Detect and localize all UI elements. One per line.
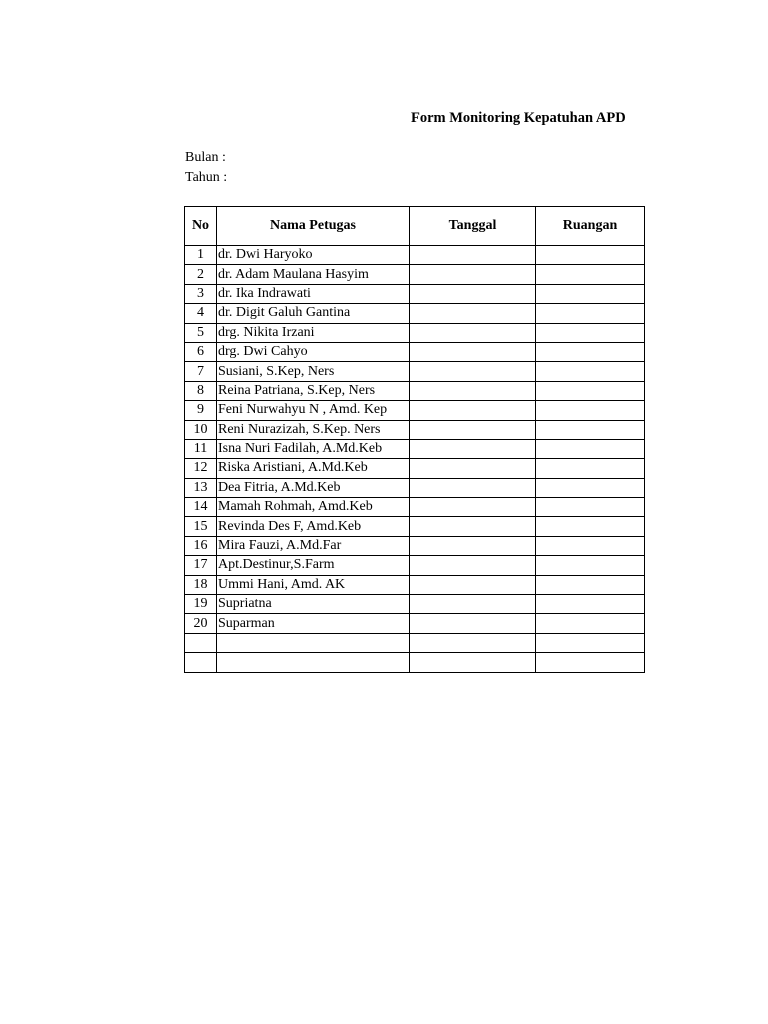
table-row: [185, 653, 645, 672]
cell-ruangan[interactable]: [536, 304, 645, 323]
table-row: [185, 401, 645, 420]
form-title: Form Monitoring Kepatuhan APD: [411, 110, 626, 126]
cell-no: [185, 633, 217, 652]
table-row: [185, 459, 645, 478]
cell-tanggal[interactable]: [410, 478, 536, 497]
table-body: [185, 246, 645, 673]
cell-no: 11: [185, 439, 217, 458]
cell-nama-petugas: Susiani, S.Kep, Ners: [217, 362, 410, 381]
cell-tanggal[interactable]: [410, 536, 536, 555]
header-no: No: [185, 207, 217, 246]
cell-ruangan[interactable]: [536, 498, 645, 517]
header-nama-petugas: Nama Petugas: [217, 207, 410, 246]
cell-tanggal[interactable]: [410, 420, 536, 439]
cell-ruangan[interactable]: [536, 439, 645, 458]
cell-no: 12: [185, 459, 217, 478]
cell-nama-petugas: dr. Dwi Haryoko: [217, 246, 410, 265]
table-row: [185, 595, 645, 614]
cell-no: [185, 653, 217, 672]
cell-tanggal[interactable]: [410, 265, 536, 284]
cell-tanggal[interactable]: [410, 517, 536, 536]
cell-tanggal[interactable]: [410, 556, 536, 575]
cell-no: 9: [185, 401, 217, 420]
cell-nama-petugas: dr. Adam Maulana Hasyim: [217, 265, 410, 284]
cell-tanggal[interactable]: [410, 575, 536, 594]
cell-no: 16: [185, 536, 217, 555]
table-row: [185, 498, 645, 517]
table-row: [185, 556, 645, 575]
cell-ruangan[interactable]: [536, 459, 645, 478]
table-row: [185, 633, 645, 652]
table-row: [185, 323, 645, 342]
cell-no: 1: [185, 246, 217, 265]
cell-nama-petugas: Feni Nurwahyu N , Amd. Kep: [217, 401, 410, 420]
cell-ruangan[interactable]: [536, 420, 645, 439]
cell-tanggal[interactable]: [410, 246, 536, 265]
cell-ruangan[interactable]: [536, 575, 645, 594]
table-header-row: [185, 207, 645, 246]
table-row: [185, 342, 645, 361]
cell-ruangan[interactable]: [536, 265, 645, 284]
cell-tanggal[interactable]: [410, 342, 536, 361]
cell-tanggal[interactable]: [410, 633, 536, 652]
table-row: [185, 517, 645, 536]
cell-nama-petugas: Suparman: [217, 614, 410, 633]
cell-nama-petugas: Reina Patriana, S.Kep, Ners: [217, 381, 410, 400]
cell-nama-petugas: Dea Fitria, A.Md.Keb: [217, 478, 410, 497]
cell-tanggal[interactable]: [410, 304, 536, 323]
cell-nama-petugas: Revinda Des F, Amd.Keb: [217, 517, 410, 536]
cell-ruangan[interactable]: [536, 246, 645, 265]
tahun-label: Tahun :: [185, 170, 228, 185]
cell-no: 4: [185, 304, 217, 323]
cell-ruangan[interactable]: [536, 536, 645, 555]
cell-tanggal[interactable]: [410, 439, 536, 458]
cell-ruangan[interactable]: [536, 342, 645, 361]
cell-nama-petugas: Mamah Rohmah, Amd.Keb: [217, 498, 410, 517]
cell-no: 20: [185, 614, 217, 633]
cell-nama-petugas: dr. Ika Indrawati: [217, 284, 410, 303]
table-row: [185, 381, 645, 400]
cell-no: 17: [185, 556, 217, 575]
cell-tanggal[interactable]: [410, 401, 536, 420]
cell-no: 10: [185, 420, 217, 439]
cell-no: 14: [185, 498, 217, 517]
cell-no: 7: [185, 362, 217, 381]
cell-nama-petugas: Ummi Hani, Amd. AK: [217, 575, 410, 594]
cell-ruangan[interactable]: [536, 653, 645, 672]
bulan-label: Bulan :: [185, 150, 226, 165]
table-row: [185, 575, 645, 594]
cell-nama-petugas: drg. Dwi Cahyo: [217, 342, 410, 361]
cell-nama-petugas: Riska Aristiani, A.Md.Keb: [217, 459, 410, 478]
header-tanggal: Tanggal: [410, 207, 536, 246]
table-row: [185, 246, 645, 265]
cell-nama-petugas: Isna Nuri Fadilah, A.Md.Keb: [217, 439, 410, 458]
table-row: [185, 478, 645, 497]
cell-no: 8: [185, 381, 217, 400]
cell-no: 15: [185, 517, 217, 536]
cell-tanggal[interactable]: [410, 595, 536, 614]
cell-nama-petugas: Supriatna: [217, 595, 410, 614]
table-row: [185, 439, 645, 458]
cell-no: 19: [185, 595, 217, 614]
cell-ruangan[interactable]: [536, 595, 645, 614]
cell-no: 2: [185, 265, 217, 284]
cell-ruangan[interactable]: [536, 362, 645, 381]
cell-ruangan[interactable]: [536, 633, 645, 652]
cell-tanggal[interactable]: [410, 284, 536, 303]
cell-nama-petugas: Mira Fauzi, A.Md.Far: [217, 536, 410, 555]
table-row: [185, 304, 645, 323]
cell-ruangan[interactable]: [536, 381, 645, 400]
table-row: [185, 536, 645, 555]
table-row: [185, 362, 645, 381]
cell-tanggal[interactable]: [410, 459, 536, 478]
header-ruangan: Ruangan: [536, 207, 645, 246]
cell-no: 3: [185, 284, 217, 303]
cell-ruangan[interactable]: [536, 614, 645, 633]
monitoring-table: [184, 206, 645, 673]
cell-nama-petugas: [217, 633, 410, 652]
cell-tanggal[interactable]: [410, 498, 536, 517]
cell-nama-petugas: dr. Digit Galuh Gantina: [217, 304, 410, 323]
cell-ruangan[interactable]: [536, 517, 645, 536]
cell-tanggal[interactable]: [410, 653, 536, 672]
cell-tanggal[interactable]: [410, 614, 536, 633]
cell-nama-petugas: [217, 653, 410, 672]
cell-tanggal[interactable]: [410, 323, 536, 342]
cell-tanggal[interactable]: [410, 362, 536, 381]
cell-nama-petugas: Apt.Destinur,S.Farm: [217, 556, 410, 575]
cell-ruangan[interactable]: [536, 401, 645, 420]
cell-nama-petugas: drg. Nikita Irzani: [217, 323, 410, 342]
cell-no: 18: [185, 575, 217, 594]
cell-no: 13: [185, 478, 217, 497]
table-row: [185, 614, 645, 633]
table-row: [185, 265, 645, 284]
cell-ruangan[interactable]: [536, 478, 645, 497]
cell-ruangan[interactable]: [536, 323, 645, 342]
cell-ruangan[interactable]: [536, 284, 645, 303]
cell-ruangan[interactable]: [536, 556, 645, 575]
table-row: [185, 420, 645, 439]
table-row: [185, 284, 645, 303]
cell-no: 5: [185, 323, 217, 342]
cell-nama-petugas: Reni Nurazizah, S.Kep. Ners: [217, 420, 410, 439]
cell-tanggal[interactable]: [410, 381, 536, 400]
cell-no: 6: [185, 342, 217, 361]
